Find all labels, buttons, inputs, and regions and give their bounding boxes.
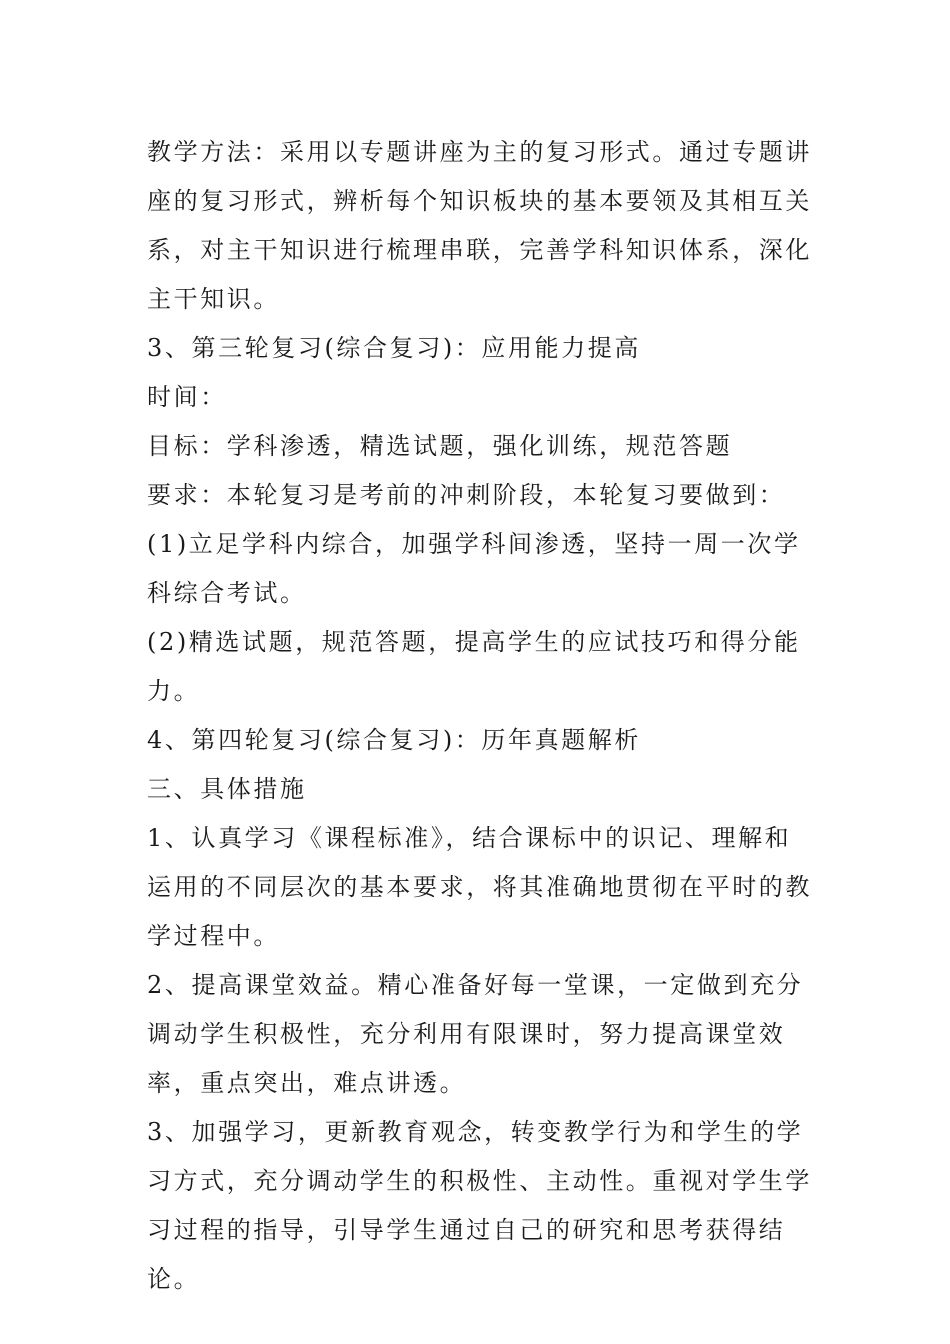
paragraph-measure-3: 3、加强学习，更新教育观念，转变教学行为和学生的学习方式，充分调动学生的积极性、主动性。重视对学生学习过程的指导，引导学生通过自己的研究和思考获得结论。: [147, 1118, 812, 1293]
paragraph-measure-1: 1、认真学习《课程标准》，结合课标中的识记、理解和运用的不同层次的基本要求，将其准确地贯彻在平时的教学过程中。: [147, 824, 812, 950]
paragraph-requirement-item-1: (1)立足学科内综合，加强学科间渗透，坚持一周一次学科综合考试。: [147, 530, 801, 607]
paragraph-time: 时间：: [147, 383, 227, 411]
paragraph-goal: 目标：学科渗透，精选试题，强化训练，规范答题: [147, 432, 733, 460]
paragraph-requirement-item-2: (2)精选试题，规范答题，提高学生的应试技巧和得分能力。: [147, 628, 801, 705]
document-body: [147, 128, 812, 1304]
paragraph-third-round-heading: 3、第三轮复习(综合复习)：应用能力提高: [147, 334, 641, 362]
section-heading-specific-measures: 三、具体措施: [147, 775, 307, 803]
paragraph-fourth-round-heading: 4、第四轮复习(综合复习)：历年真题解析: [147, 726, 641, 754]
paragraph-requirement: 要求：本轮复习是考前的冲刺阶段，本轮复习要做到：: [147, 481, 786, 509]
paragraph-teaching-method: 教学方法：采用以专题讲座为主的复习形式。通过专题讲座的复习形式，辨析每个知识板块的基本要领及其相互关系，对主干知识进行梳理串联，完善学科知识体系，深化主干知识。: [147, 138, 812, 313]
paragraph-measure-2: 2、提高课堂效益。精心准备好每一堂课，一定做到充分调动学生积极性，充分利用有限课时，努力提高课堂效率，重点突出，难点讲透。: [147, 971, 804, 1097]
